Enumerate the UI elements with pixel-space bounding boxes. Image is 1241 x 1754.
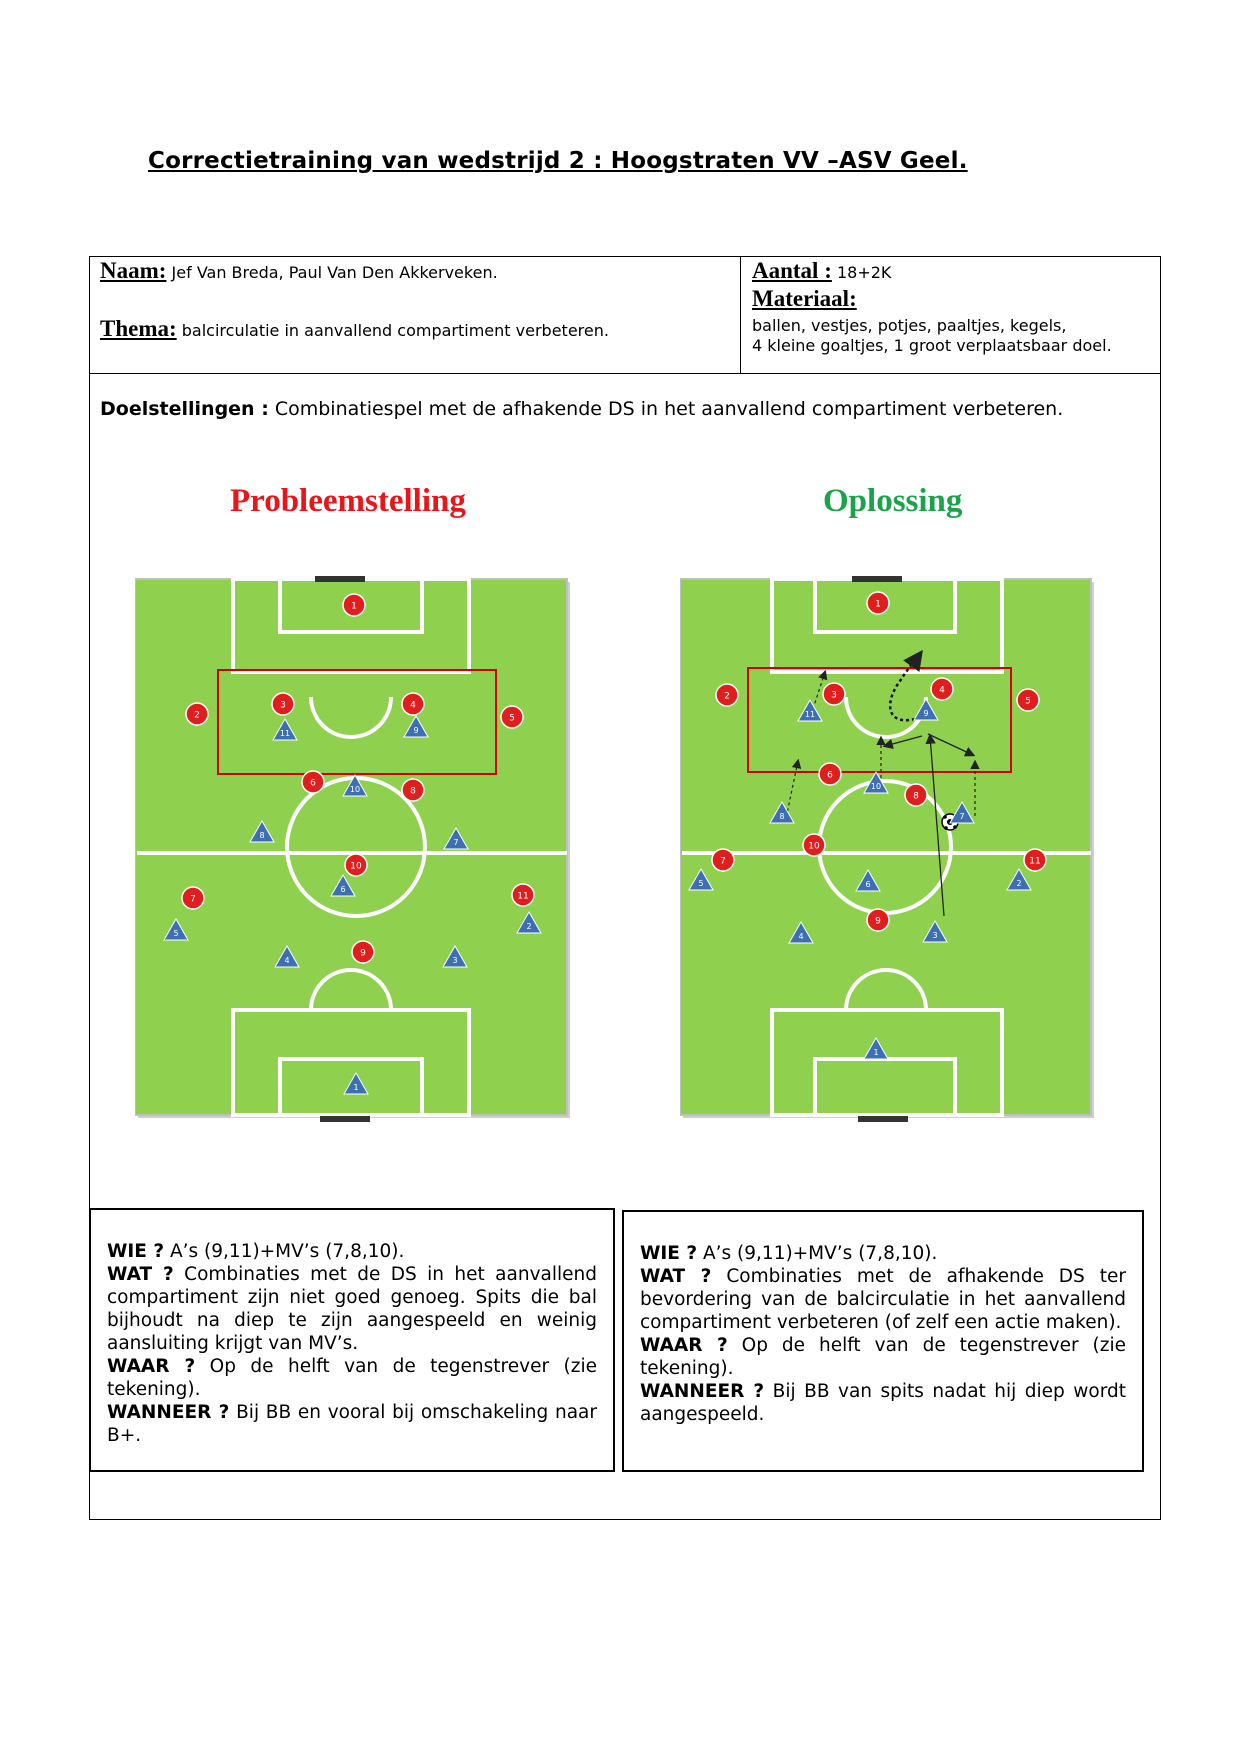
problem-wat-label: WAT ?	[107, 1264, 174, 1285]
bottom-goal	[858, 1116, 908, 1122]
red-player-label: 9	[360, 948, 366, 959]
pitch-diagram-problem	[135, 576, 575, 1122]
blue-player-label: 9	[413, 726, 419, 735]
blue-player-label: 5	[698, 879, 704, 888]
blue-player-label: 2	[1016, 879, 1022, 888]
header-left-cell	[89, 256, 741, 374]
problem-wanneer-label: WANNEER ?	[107, 1402, 230, 1423]
problem-heading: Probleemstelling	[230, 483, 466, 519]
blue-player-label: 6	[865, 880, 871, 889]
red-player-label: 4	[410, 700, 416, 711]
red-player-label: 1	[875, 599, 881, 610]
solution-wanneer-label: WANNEER ?	[640, 1381, 765, 1402]
red-player-label: 10	[350, 861, 362, 872]
bottom-goal	[320, 1116, 370, 1122]
thema-value: balcirculatie in aanvallend compartiment verbeteren.	[181, 321, 609, 340]
solution-waar-label: WAAR ?	[640, 1335, 728, 1356]
blue-player-label: 2	[526, 922, 532, 931]
blue-player-label: 1	[873, 1048, 879, 1057]
problem-waar-label: WAAR ?	[107, 1356, 196, 1377]
top-goal	[315, 576, 365, 582]
blue-player-label: 7	[453, 838, 459, 847]
red-player-label: 10	[808, 841, 820, 852]
blue-player-label: 11	[279, 729, 291, 738]
problem-description-box	[89, 1208, 615, 1472]
blue-player-label: 9	[923, 709, 929, 718]
pitch-field	[680, 579, 1091, 1115]
solution-description-box	[622, 1210, 1144, 1472]
blue-player-label: 6	[340, 885, 346, 894]
red-player-label: 1	[351, 601, 357, 612]
solution-wat-label: WAT ?	[640, 1266, 712, 1287]
doelstellingen-label: Doelstellingen :	[100, 398, 269, 420]
blue-player-label: 3	[932, 931, 938, 940]
red-player-label: 6	[310, 778, 316, 789]
blue-player-label: 8	[259, 831, 265, 840]
blue-player-label: 5	[173, 929, 179, 938]
header-right-cell	[740, 256, 1161, 374]
thema-label: Thema:	[100, 316, 177, 341]
red-player-label: 3	[831, 690, 837, 701]
blue-player-label: 1	[353, 1083, 359, 1092]
red-player-label: 3	[280, 700, 286, 711]
blue-player-label: 3	[452, 956, 458, 965]
blue-player-label: 4	[798, 932, 804, 941]
aantal-value: 18+2K	[836, 263, 892, 282]
blue-player-label: 7	[959, 812, 965, 821]
solution-wie-text: A’s (9,11)+MV’s (7,8,10).	[703, 1243, 938, 1264]
red-player-label: 6	[827, 770, 833, 781]
materiaal-line-2: 4 kleine goaltjes, 1 groot verplaatsbaar doel.	[752, 336, 1112, 355]
solution-heading: Oplossing	[823, 483, 963, 519]
red-player-label: 5	[509, 713, 515, 724]
blue-player-label: 11	[804, 710, 816, 719]
red-player-label: 11	[1029, 856, 1041, 867]
naam-label: Naam:	[100, 258, 167, 283]
solution-wie-label: WIE ?	[640, 1243, 698, 1264]
problem-wat-text: Combinaties met de DS in het aanvallend compartiment zijn niet goed genoeg. Spits die bal bijhoudt na diep te zijn aangespeeld en weinig aansluiting krijgt van MV’s.	[107, 1264, 597, 1354]
page-title: Correctietraining van wedstrijd 2 : Hoogstraten VV –ASV Geel.	[148, 148, 968, 174]
problem-wanneer-text: Bij BB en vooral bij omschakeling naar B+.	[107, 1402, 597, 1446]
red-player-label: 2	[194, 710, 200, 721]
blue-player-label: 10	[349, 785, 361, 794]
naam-value: Jef Van Breda, Paul Van Den Akkerveken.	[171, 263, 498, 282]
red-player-label: 9	[875, 916, 881, 927]
materiaal-label: Materiaal:	[752, 286, 857, 311]
blue-player-label: 10	[870, 782, 882, 791]
red-player-label: 4	[939, 685, 945, 696]
solution-wat-text: Combinaties met de afhakende DS ter bevordering van de balcirculatie in het aanvallend compartiment verbeteren (of zelf een actie maken).	[640, 1266, 1127, 1333]
red-player-label: 2	[724, 691, 730, 702]
top-goal	[852, 576, 902, 582]
problem-waar-text: Op de helft van de tegenstrever (zie tekening).	[107, 1356, 597, 1400]
materiaal-line-1: ballen, vestjes, potjes, paaltjes, kegels,	[752, 316, 1067, 335]
red-player-label: 8	[410, 786, 416, 797]
problem-wie-text: A’s (9,11)+MV’s (7,8,10).	[170, 1241, 405, 1262]
blue-player-label: 4	[284, 956, 290, 965]
solution-waar-text: Op de helft van de tegenstrever (zie tekening).	[640, 1335, 1126, 1379]
red-player-label: 7	[190, 894, 196, 905]
solution-wanneer-text: Bij BB van spits nadat hij diep wordt aangespeeld.	[640, 1381, 1127, 1425]
red-player-label: 11	[517, 891, 529, 902]
doelstellingen-text: Combinatiespel met de afhakende DS in het aanvallend compartiment verbeteren.	[274, 398, 1064, 420]
doelstellingen	[100, 398, 1063, 420]
pitch-field	[135, 579, 567, 1115]
red-player-label: 8	[913, 791, 919, 802]
red-player-label: 5	[1025, 696, 1031, 707]
red-player-label: 7	[720, 856, 726, 867]
problem-wie-label: WIE ?	[107, 1241, 165, 1262]
blue-player-label: 8	[779, 812, 785, 821]
pitch-diagram-solution	[680, 576, 1100, 1122]
aantal-label: Aantal :	[752, 258, 832, 283]
